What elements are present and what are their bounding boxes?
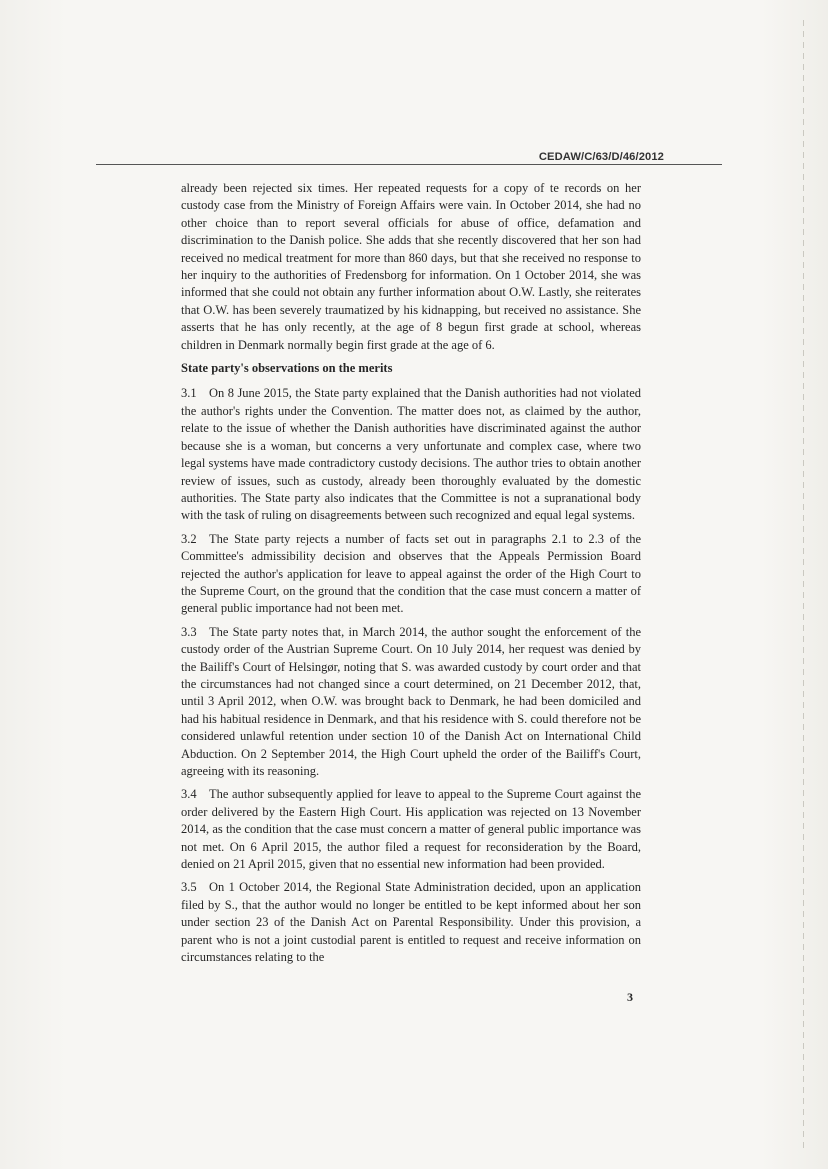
section-heading: State party's observations on the merits [181,361,393,376]
paragraph-number: 3.1 [181,386,197,401]
paragraph-3-2 [181,531,641,618]
paragraph-text: On 1 October 2014, the Regional State Administration decided, upon an application filed by S., that the author would no longer be entitled to be kept informed about her son under section 23 of the Danish Act on Parental Responsibility. Under this provision, a parent who is not a joint custodial parent is entitled to request and receive information on circumstances relating to the [181,880,641,965]
paragraph-number: 3.5 [181,880,197,895]
paragraph-text: The State party rejects a number of facts set out in paragraphs 2.1 to 2.3 of the Committee's admissibility decision and observes that the Appeals Permission Board rejected the author's application for leave to appeal against the order of the High Court to the Supreme Court, on the ground that the condition that the case must concern a matter of general public importance had not been met. [181,531,641,616]
paragraph-3-4 [181,786,641,873]
paragraph-number: 3.2 [181,531,197,546]
header-rule [96,164,722,165]
paragraph-3-1 [181,385,641,524]
paragraph-number: 3.4 [181,787,197,802]
page-number: 3 [627,990,633,1004]
paragraph-number: 3.3 [181,624,197,639]
document-body [181,180,641,972]
paragraph-text: The State party notes that, in March 2014, the author sought the enforcement of the custody order of the Austrian Supreme Court. On 10 July 2014, her request was denied by the Bailiff's Court of Helsingør, noting that S. was awarded custody by court order and that the circumstances had not changed since a court determined, on 21 December 2012, that, until 3 April 2012, when O.W. was brought back to Denmark, he had been domiciled and had his habitual residence in Denmark, and that his residence with S. could therefore not be considered unlawful retention under section 10 of the Danish Act on International Child Abduction. On 2 September 2014, the High Court upheld the order of the Bailiff's Court, agreeing with its reasoning. [181,624,641,778]
paragraph-text: The author subsequently applied for leave to appeal to the Supreme Court against the order delivered by the Eastern High Court. His application was rejected on 13 November 2014, as the condition that the case must concern a matter of general public importance was not met. On 6 April 2015, the author filed a request for reconsideration by the Board, denied on 21 April 2015, given that no essential new information had been provided. [181,787,641,872]
document-symbol: CEDAW/C/63/D/46/2012 [538,151,664,163]
intro-paragraph: already been rejected six times. Her repeated requests for a copy of te records on her custody case from the Ministry of Foreign Affairs were vain. In October 2014, she had no other choice than to report several officials for abuse of office, defamation and discrimination to the Danish police. She adds that she recently discovered that her son had received no medical treatment for more than 860 days, but that she received no response to her inquiry to the authorities of Fredensborg for information. On 1 October 2014, she was informed that she could not obtain any further information about O.W. Lastly, she reiterates that O.W. has been severely traumatized by his kidnapping, but received no assistance. She asserts that he has only recently, at the age of 8 begun first grade at school, whereas children in Denmark normally begin first grade at the age of 6. [181,181,641,352]
paragraph-3-3 [181,624,641,781]
scan-edge-line [803,20,804,1150]
paragraph-3-5 [181,879,641,966]
paragraph-text: On 8 June 2015, the State party explained that the Danish authorities had not violated the author's rights under the Convention. The matter does not, as claimed by the author, relate to the issue of whether the Danish authorities have discriminated against the author because she is a woman, but concerns a very unfortunate and complex case, where two legal systems have made contradictory custody decisions. The author tries to obtain another review of issues, such as custody, already been thoroughly evaluated by the domestic authorities. The State party also indicates that the Committee is not a supranational body with the task of ruling on disagreements between such recognized and equal legal systems. [181,386,641,523]
